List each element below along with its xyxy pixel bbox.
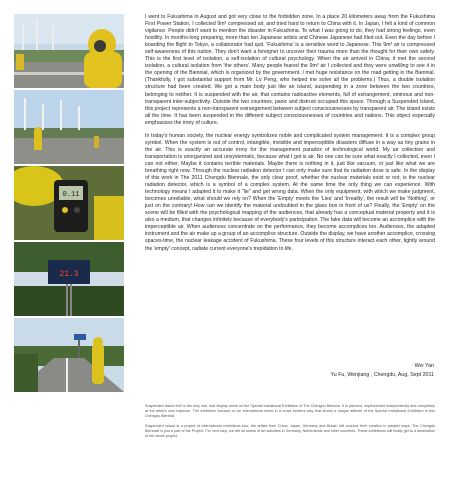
photo-roadside-signboard-image (14, 242, 124, 316)
footnote: Suspended Island·9m³ is the only one, that display alone on the Special Invitational Exhibition of The Chengdu Biennial. It is planned, implemented independently and completely at the artist's own expense. The exhibition focuses on an international event in a cross borders way that shows a unique attitude of the Special Invitational Exhibition in this Chengdu Biennial. (145, 404, 435, 419)
photo-radiation-detector (14, 166, 124, 240)
article-paragraph: In today's human society, the nuclear energy symbolizes noble and complicated system management. It is a complex group symbol. When the system is out of control, intangible, invisible and imperceptible disasters diffuse in a way as tiny grains in the air. This is exactly an accurate irony for the management paradox of technological world. My air collection and transportation is unorganized and unsystematic, because what I got is air. No one can be sure what exactly I collected, even I can not either. Maybe it contains terrible materials. Maybe there is nothing in it, just like vacuum, or just like what we are breathing right now. Through the nuclear radiation detector I can only make sure that its radiation dose is safe. In the display of this work in The 2011 Chengdu Biennale, the only clear proof, whether the nuclear materials exist or not, is the nuclear radiation detector, which is a symbol of a complex system. At the same time the only thing we can experience. With technology means I adapted it to make it "lie" and get wrong data. When the only equipment, with which we make judgment, becomes unreliable, what should we rely on? When the 'Empty' meets the 'Lies' and 'Irreality', the result will be 'Nothing', or just on the contrary! How can we identify the material undoubted in the glass box in front of us? Finally, the 'Empty' on the scene will be filled with the psychological mapping of the audiences, that already has a conceptual material property and it is also a medium, that changes infinitely because of everybody's participation. The fake data will become an accomplice with the imperceptible air. When audiences concentrate on the performance, they become accomplices too. Audiences, the adapted instrument and the air make up a group of an accomplice structure. Outside the display, we have another accomplice, crossing spaces-time, the nuclear leakage accident of Fukushima. These four levels of this structure interact each other, tightly around the 'empty' concept, radiate current everyone's trepidation to life. (145, 132, 435, 252)
photo-hazmat-road (14, 318, 124, 392)
signature-author: Wei Yan (414, 363, 434, 369)
photo-hazmat-road-image (14, 318, 124, 392)
signature-block (234, 362, 434, 380)
article-body (145, 14, 435, 259)
photo-power-station-figure (14, 90, 124, 164)
photo-column (14, 14, 124, 394)
photo-radiation-detector-image (14, 166, 124, 240)
detector-display-value: 0.11 (62, 191, 80, 199)
footnote: Suspended Island is a project of international exhibitions tour, the artists from China, Japan, Germany and Britain will conduct their creation in parallel ways. The Chengdu Biennale is just a part of the Project. For next step, we will do series of art activities in Germany, Netherlands and other countries. These exhibitions will finally get to a destination of the whole project. (145, 423, 435, 439)
photo-hazmat-power-station (14, 14, 124, 88)
article-paragraph: I went to Fukushima in August and got very close to the forbidden zone. In a place 20 kilometers away from the Fukushima First Power Station, I collected 9m³ compressed air, and tried hard to return to China with it. In Japan, I felt a kind of common vigilance. People didn't want to mention the disaster in Fukushima. To what I was going to do, they had strong feelings, even hostility. In months-long preparing, more than ten Japanese artists and Chinese Japanese had filed out. Even the day before I boarding the flight to Tokyo, a collaborator had quit. 'Fukushima' is a sensitive word to Japanese. This 9m³ air is compressed self-awareness of this nation. They don't want a foreigner to uncover their trauma more than the thought for their own safety. This is the first level of isolation, a self-isolation of cultural psychology. When the air arrived in China, it met the second isolation, a cultural isolation from 'the others'. Many people feared the 9m³ air I collected and they were unwilling to see it in the opening of the Biennial, which is organized by the government. I met huge resistance on the road getting in the Biennial. (Thankfully, I got substantial support from Mr. Lv Peng, who helped me solve all the problems.) Thus, a double isolation structure had been created. We got a main body just like an island, suspending in a zone between the two countries, belonging to neither. It is suspended with the air, that contains radioactive elements, full of estrangement, ominous and non-transparent inter-subjectivity. Outside the two countries, panic and distrust occupied this space. Through a Suspended Island, this project represents a non-transparent estrangement between subject consciousnesses by transparent air. The island exists all the time. It has been suspended in the different subject consciousnesses of countries and nations. This object especially emphasizes the irony of culture. (145, 14, 435, 126)
signature-place-date: Yu Fu, Wenjiang , Chengdu, Aug, Sept 2011 (330, 372, 434, 378)
photo-roadside-signboard (14, 242, 124, 316)
signboard-display-text: 21.3 (59, 270, 79, 279)
photo-hazmat-power-station-image (14, 14, 124, 88)
photo-power-station-figure-image (14, 90, 124, 164)
footnotes (145, 404, 435, 443)
